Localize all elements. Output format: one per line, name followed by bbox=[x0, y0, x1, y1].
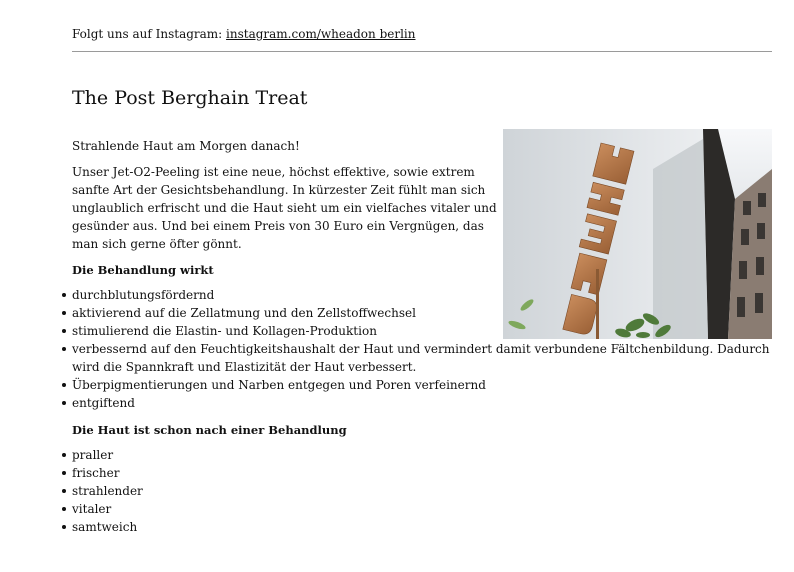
list-item: praller bbox=[72, 446, 772, 464]
list-item: durchblutungsfördernd bbox=[72, 286, 772, 304]
header-divider bbox=[72, 51, 772, 52]
list-item: aktivierend auf die Zellatmung und den Zellstoffwechsel bbox=[72, 304, 772, 322]
list-item: strahlender bbox=[72, 482, 772, 500]
instagram-prefix: Folgt uns auf Instagram: bbox=[72, 27, 227, 41]
list-item: vitaler bbox=[72, 500, 772, 518]
instagram-link[interactable]: instagram.com/wheadon berlin bbox=[226, 27, 416, 41]
instagram-line bbox=[72, 26, 416, 42]
effects-list bbox=[72, 286, 772, 412]
lead-text: Strahlende Haut am Morgen danach! bbox=[72, 139, 300, 153]
intro-paragraph: Unser Jet-O2-Peeling ist eine neue, höchst effektive, sowie extrem sanfte Art der Gesichtsbehandlung. In kürzester Zeit fühlt man sich unglaublich erfrischt und die Haut sieht um ein vielfaches vitaler und gesünder aus. Und bei einem Preis von 30 Euro ein Vergnügen, das man sich gerne öfter gönnt. bbox=[72, 165, 497, 251]
list-item: stimulierend die Elastin- und Kollagen-Produktion bbox=[72, 322, 772, 340]
results-list bbox=[72, 446, 772, 536]
list-item: verbessernd auf den Feuchtigkeitshaushalt der Haut und vermindert damit verbundene Fältchenbildung. Dadurch wird die Spannkraft und Elastizität der Haut verbessert. bbox=[72, 340, 772, 376]
list-item: entgiftend bbox=[72, 394, 772, 412]
effects-heading: Die Behandlung wirkt bbox=[72, 263, 214, 277]
results-heading: Die Haut ist schon nach einer Behandlung bbox=[72, 423, 347, 437]
list-item: Überpigmentierungen und Narben entgegen und Poren verfeinernd bbox=[72, 376, 772, 394]
page-title: The Post Berghain Treat bbox=[72, 87, 308, 109]
list-item: samtweich bbox=[72, 518, 772, 536]
list-item: frischer bbox=[72, 464, 772, 482]
